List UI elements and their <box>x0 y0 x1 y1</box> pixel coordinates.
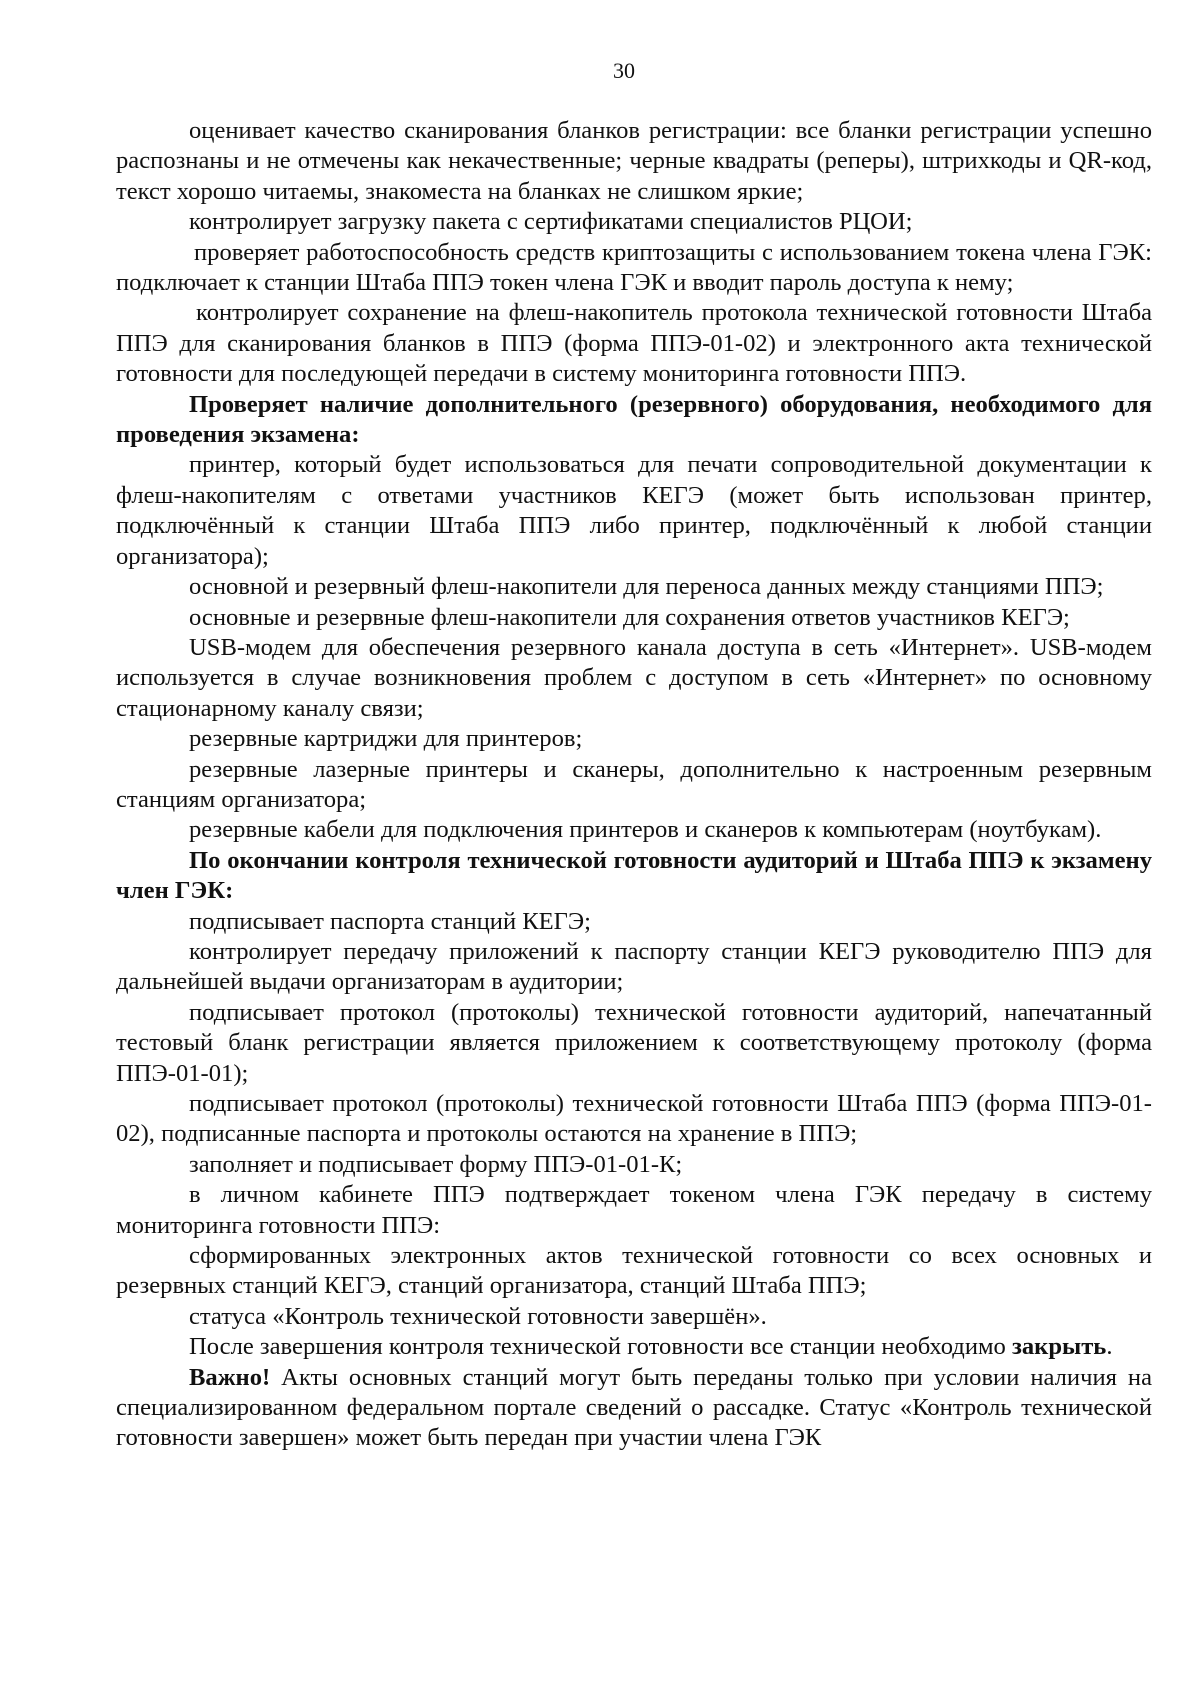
paragraph: контролирует загрузку пакета с сертификатами специалистов РЦОИ; <box>189 208 913 236</box>
paragraph: сформированных электронных актов технической готовности со всех основных и резервных станций КЕГЭ, станций организатора, станций Штаба ППЭ; <box>116 1242 1152 1300</box>
paragraph: резервные лазерные принтеры и сканеры, дополнительно к настроенным резервным станциям организатора; <box>116 755 1152 813</box>
emphasis-text: закрыть <box>1012 1333 1107 1361</box>
paragraph: резервные кабели для подключения принтеров и сканеров к компьютерам (ноутбукам). <box>189 816 1102 844</box>
punctuation: . <box>1106 1333 1113 1361</box>
paragraph: контролирует передачу приложений к паспорту станции КЕГЭ руководителю ППЭ для дальнейшей выдачи организаторам в аудитории; <box>116 937 1152 996</box>
paragraph: оценивает качество сканирования бланков регистрации: все бланки регистрации успешно распознаны и не отмечены как некачественные; черные квадраты (реперы), штрихкоды и QR-код, текст хорошо читаемы, знакоместа на бланках не слишком яркие; <box>116 117 1152 205</box>
important-note <box>116 1363 1152 1454</box>
paragraph: основной и резервный флеш-накопители для переноса данных между станциями ППЭ; <box>189 573 1104 601</box>
page-number: 30 <box>613 58 635 83</box>
paragraph: статуса «Контроль технической готовности завершён». <box>189 1302 767 1330</box>
paragraph-text: После завершения контроля технической готовности все станции необходимо <box>189 1333 1006 1361</box>
paragraph: USB-модем для обеспечения резервного канала доступа в сеть «Интернет». USB-модем используется в случае возникновения проблем с доступом в сеть «Интернет» по основному стационарному каналу связи; <box>116 633 1152 722</box>
paragraph: подписывает паспорта станций КЕГЭ; <box>189 907 591 935</box>
paragraph: заполняет и подписывает форму ППЭ-01-01-К; <box>189 1150 683 1178</box>
paragraph <box>116 1332 1152 1362</box>
paragraph: в личном кабинете ППЭ подтверждает токеном члена ГЭК передачу в систему мониторинга готовности ППЭ: <box>116 1181 1152 1239</box>
paragraph: принтер, который будет использоваться для печати сопроводительной документации к флеш-накопителям с ответами участников КЕГЭ (может быть использован принтер, подключённый к станции Штаба ППЭ либо принтер, подключённый к любой станции организатора); <box>116 451 1152 570</box>
paragraph: подписывает протокол (протоколы) технической готовности Штаба ППЭ (форма ППЭ-01-02), подписанные паспорта и протоколы остаются на хранение в ППЭ; <box>116 1090 1152 1148</box>
important-label: Важно! <box>189 1363 271 1391</box>
important-text: Акты основных станций могут быть переданы только при условии наличия на специализированном федеральном портале сведений о рассадке. Статус «Контроль технической готовности завершен» может быть передан при участии члена ГЭК <box>116 1363 1152 1452</box>
document-body <box>116 116 1152 1454</box>
paragraph: проверяет работоспособность средств криптозащиты с использованием токена члена ГЭК: подключает к станции Штаба ППЭ токен члена ГЭК и вводит пароль доступа к нему; <box>116 238 1152 297</box>
paragraph: основные и резервные флеш-накопители для сохранения ответов участников КЕГЭ; <box>189 603 1070 631</box>
paragraph: резервные картриджи для принтеров; <box>189 725 583 753</box>
paragraph: контролирует сохранение на флеш-накопитель протокола технической готовности Штаба ППЭ для сканирования бланков в ППЭ (форма ППЭ-01-02) и электронного акта технической готовности для последующей передачи в систему мониторинга готовности ППЭ. <box>116 299 1152 388</box>
section-heading: По окончании контроля технической готовности аудиторий и Штаба ППЭ к экзамену член ГЭК: <box>116 846 1152 905</box>
paragraph: подписывает протокол (протоколы) технической готовности аудиторий, напечатанный тестовый бланк регистрации является приложением к соответствующему протоколу (форма ППЭ-01-01); <box>116 998 1152 1087</box>
section-heading: Проверяет наличие дополнительного (резервного) оборудования, необходимого для проведения экзамена: <box>116 390 1152 449</box>
